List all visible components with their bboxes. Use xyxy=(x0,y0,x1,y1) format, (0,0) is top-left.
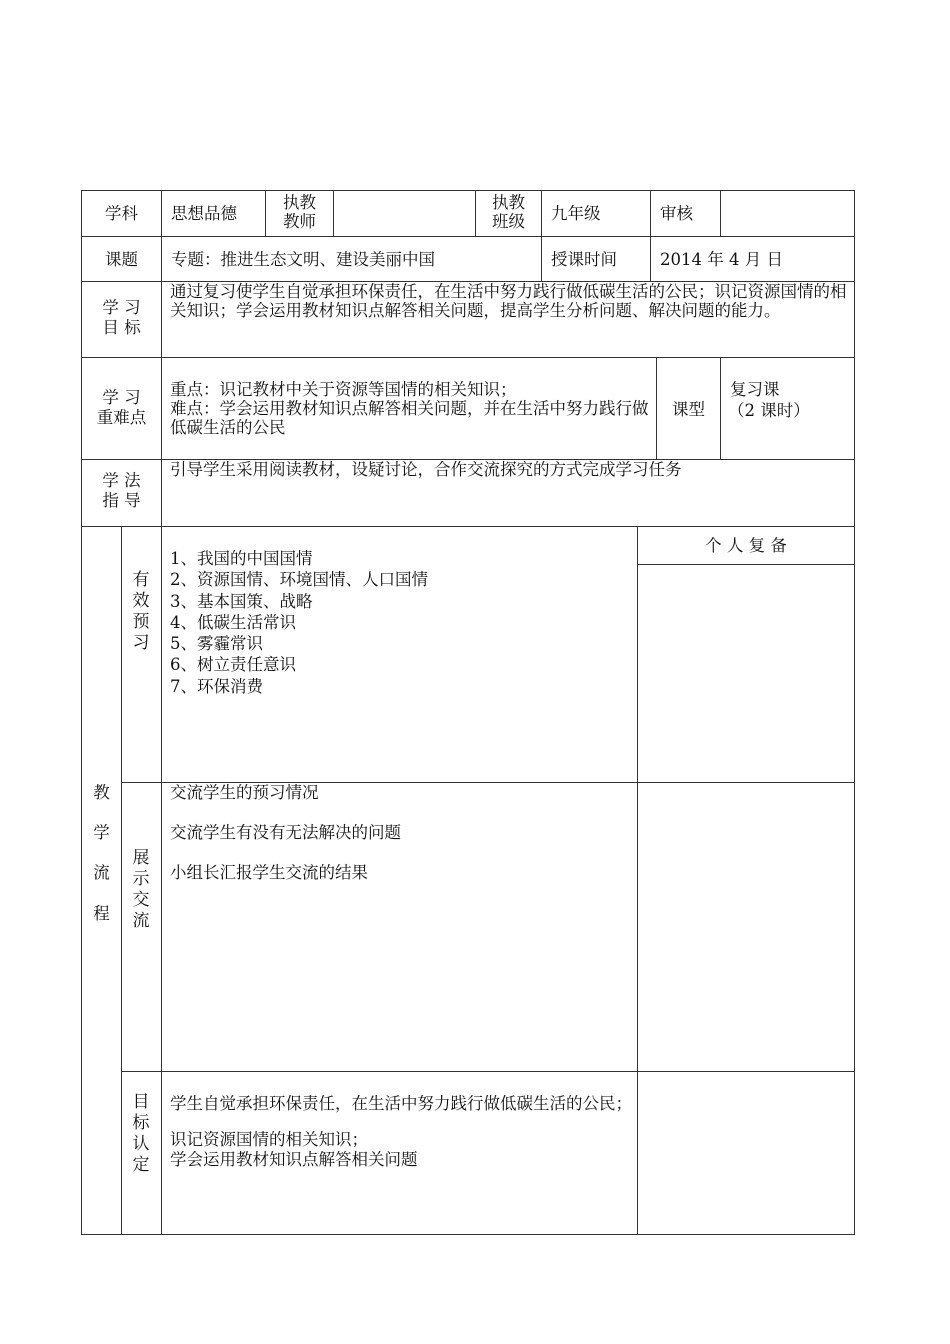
list-item: 3、基本国策、战略 xyxy=(170,591,313,611)
preview-label: 有效预习 xyxy=(132,570,150,653)
list-item: 1、我国的中国国情 xyxy=(170,549,313,568)
objectives-text: 通过复习使学生自觉承担环保责任，在生活中努力践行做低碳生活的公民；识记资源国情的相关知识；学会运用教材知识点解答相关问题，提高学生分析问题、解决问题的能力。 xyxy=(170,282,847,320)
col-divider xyxy=(541,190,542,281)
lesson-type-value-1: 复习课 xyxy=(730,380,780,399)
personal-prep-header: 个 人 复 备 xyxy=(705,536,787,555)
col-divider xyxy=(333,190,334,236)
border-bottom xyxy=(81,1234,855,1235)
preview-list xyxy=(170,548,428,697)
lesson-type-value-2: （2 课时） xyxy=(728,401,810,420)
subject-label: 学科 xyxy=(105,204,138,223)
lesson-type-label: 课型 xyxy=(672,400,705,419)
goal-line: 学生自觉承担环保责任，在生活中努力践行做低碳生活的公民； xyxy=(170,1094,632,1113)
row-divider xyxy=(81,236,855,237)
class-value: 九年级 xyxy=(551,204,601,223)
time-label: 授课时间 xyxy=(551,250,617,269)
topic-label: 课题 xyxy=(105,250,138,269)
method-text: 引导学生采用阅读教材，设疑讨论，合作交流探究的方式完成学习任务 xyxy=(170,460,682,479)
exchange-label: 展示交流 xyxy=(132,848,150,931)
class-label-1: 执教 xyxy=(492,193,525,212)
personal-col-divider xyxy=(637,526,638,1234)
col-divider xyxy=(650,190,651,281)
label-col-divider xyxy=(161,190,162,526)
list-item: 5、雾霾常识 xyxy=(170,634,263,654)
time-value: 2014 年 4 月 日 xyxy=(660,250,783,269)
review-label: 审核 xyxy=(660,204,693,223)
subject-value: 思想品德 xyxy=(171,204,237,223)
exchange-line: 交流学生有没有无法解决的问题 xyxy=(170,823,401,842)
flow-col-divider xyxy=(161,526,162,1234)
flow-divider xyxy=(121,1071,855,1072)
personal-header-divider xyxy=(637,564,855,565)
objectives-label-2: 目 标 xyxy=(102,318,141,337)
list-item: 2、资源国情、环境国情、人口国情 xyxy=(170,570,428,590)
key-points-label-2: 重难点 xyxy=(96,408,147,427)
border-right xyxy=(854,190,855,1234)
key-point-text: 重点：识记教材中关于资源等国情的相关知识； xyxy=(170,380,517,399)
goal-line: 学会运用教材知识点解答相关问题 xyxy=(170,1150,418,1169)
flow-col-divider xyxy=(121,526,122,1234)
difficult-point-text: 难点：学会运用教材知识点解答相关问题，并在生活中努力践行做低碳生活的公民 xyxy=(170,399,649,437)
flow-label-char-1: 教 xyxy=(93,783,110,802)
flow-label-char-4: 程 xyxy=(93,904,110,923)
flow-label-char-3: 流 xyxy=(93,863,110,882)
goal-label: 目标认定 xyxy=(132,1092,150,1175)
class-label-2: 班级 xyxy=(492,212,525,231)
goal-line: 识记资源国情的相关知识； xyxy=(170,1130,368,1149)
row-divider xyxy=(81,526,855,527)
method-label-2: 指 导 xyxy=(102,491,141,510)
border-top xyxy=(81,190,855,191)
border-left xyxy=(81,190,82,1234)
list-item: 6、树立责任意识 xyxy=(170,655,296,675)
method-label-1: 学 法 xyxy=(102,471,141,490)
list-item: 4、低碳生活常识 xyxy=(170,612,296,632)
key-points-label-1: 学 习 xyxy=(102,388,141,407)
teacher-label-2: 教师 xyxy=(283,212,316,231)
teacher-label-1: 执教 xyxy=(283,193,316,212)
objectives-label-1: 学 习 xyxy=(102,298,141,317)
flow-label-char-2: 学 xyxy=(93,823,110,842)
list-item: 7、环保消费 xyxy=(170,676,263,696)
exchange-line: 小组长汇报学生交流的结果 xyxy=(170,863,368,882)
col-divider xyxy=(720,357,721,459)
exchange-line: 交流学生的预习情况 xyxy=(170,783,319,802)
col-divider xyxy=(720,190,721,236)
row-divider xyxy=(81,357,855,358)
topic-value: 专题：推进生态文明、建设美丽中国 xyxy=(171,250,435,269)
